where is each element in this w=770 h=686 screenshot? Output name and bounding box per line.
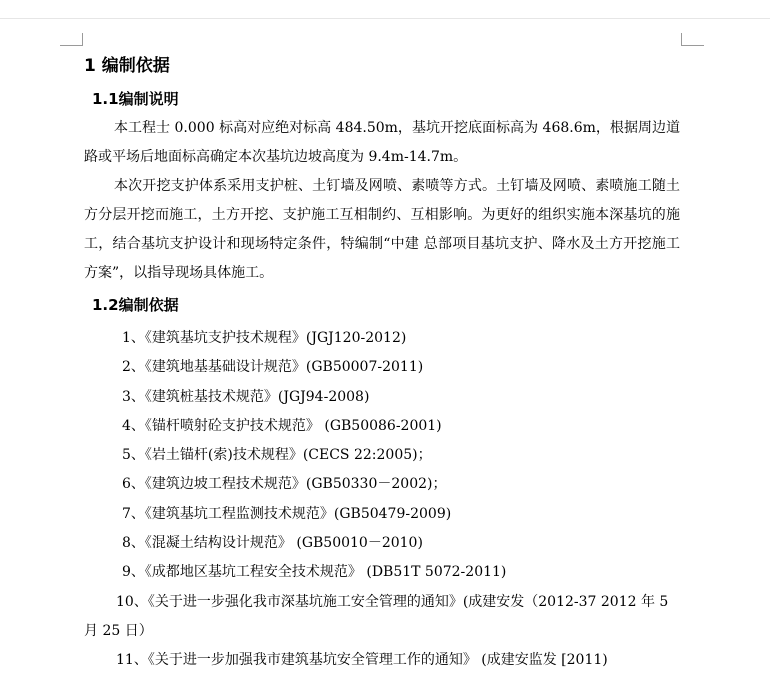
reference-item-4: 4、《锚杆喷射砼支护技术规范》 (GB50086-2001) [122,417,442,434]
paragraph-2: 本次开挖支护体系采用支护桩、土钉墙及网喷、素喷等方式。土钉墙及网喷、素喷施工随土方分层开挖而施工，土方开挖、支护施工互相制约、互相影响。为更好的组织实施本深基坑的施工，结合基坑支护设计和现场特定条件，特编制“中建 总部项目基坑支护、降水及土方开挖施工方案”，以指导现场具体施工。 [84,178,680,281]
reference-item-5: 5、《岩土锚杆(索)技术规程》(CECS 22:2005)； [122,447,432,464]
section-1-2-heading: 1.2编制依据 [92,296,179,314]
reference-item-8: 8、《混凝土结构设计规范》 (GB50010－2010) [122,535,423,552]
reference-item-7: 7、《建筑基坑工程监测技术规范》(GB50479-2009) [122,505,452,522]
margin-corner-mark-right [681,33,704,46]
reference-list [84,324,680,676]
margin-corner-mark-left [60,33,83,46]
reference-item-6: 6、《建筑边坡工程技术规范》(GB50330－2002)； [122,476,447,493]
reference-item-1: 1、《建筑基坑支护技术规程》(JGJ120-2012) [122,330,407,346]
section-1-1-heading: 1.1编制说明 [92,90,179,108]
paragraph-1: 本工程士 0.000 标高对应绝对标高 484.50m，基坑开挖底面标高为 468.6m，根据周边道路或平场后地面标高确定本次基坑边坡高度为 9.4m-14.7m。 [84,120,680,165]
reference-item-9: 9、《成都地区基坑工程安全技术规范》 (DB51T 5072-2011) [122,564,507,581]
reference-item-2: 2、《建筑地基基础设计规范》(GB50007-2011) [122,359,424,376]
page-top-edge [0,0,770,19]
reference-item-10: 10、《关于进一步强化我市深基坑施工安全管理的通知》(成建安发（2012-37 2012 年 5 月 25 日） [84,593,669,639]
reference-item-11: 11、《关于进一步加强我市建筑基坑安全管理工作的通知》 (成建安监发 [2011) [116,652,608,669]
document-body [84,52,680,676]
heading-1: 1 编制依据 [84,56,170,76]
reference-item-3: 3、《建筑桩基技术规范》(JGJ94-2008) [122,388,370,405]
